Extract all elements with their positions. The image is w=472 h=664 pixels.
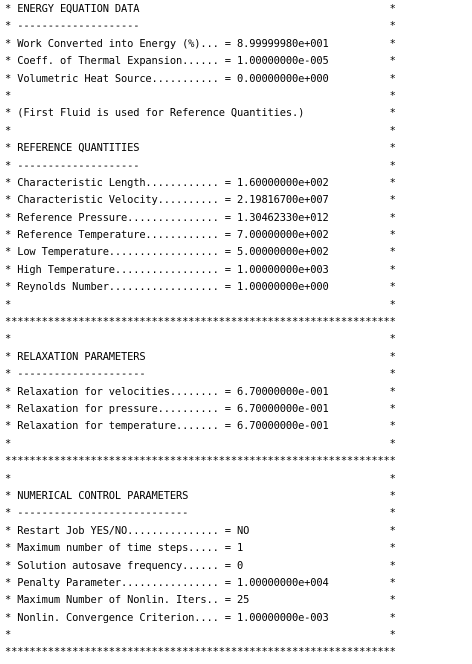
output-line: * Reference Pressure............... = 1.30462330e+012 * [5,211,396,224]
output-line: * NUMERICAL CONTROL PARAMETERS * [5,489,396,502]
output-line: * Reference Temperature............ = 7.00000000e+002 * [5,229,396,242]
output-line: * * [5,437,396,450]
output-line: * Characteristic Length............ = 1.60000000e+002 * [5,176,396,189]
output-line: * Relaxation for pressure.......... = 6.70000000e-001 * [5,402,396,415]
output-line: * -------------------- * [5,20,396,33]
output-line: * Restart Job YES/NO............... = NO * [5,524,396,537]
output-line: * Reynolds Number.................. = 1.00000000e+000 * [5,281,396,294]
output-line: **************************************************************** [5,316,396,329]
output-line: **************************************************************** [5,646,396,659]
output-line: * * [5,124,396,137]
output-line: * Maximum number of time steps..... = 1 * [5,542,396,555]
output-line: **************************************************************** [5,455,396,468]
output-line: * High Temperature................. = 1.00000000e+003 * [5,263,396,276]
output-line: * --------------------- * [5,368,396,381]
output-line: * Low Temperature.................. = 5.00000000e+002 * [5,246,396,259]
output-line: * (First Fluid is used for Reference Quantities.) * [5,107,396,120]
output-line: * * [5,298,396,311]
output-line: * Solution autosave frequency...... = 0 * [5,559,396,572]
output-line: * Relaxation for temperature....... = 6.70000000e-001 * [5,420,396,433]
output-line: * ENERGY EQUATION DATA * [5,3,396,15]
output-line: * Penalty Parameter................ = 1.00000000e+004 * [5,576,396,589]
output-line: * Characteristic Velocity.......... = 2.19816700e+007 * [5,194,396,207]
output-line: * * [5,333,396,346]
output-line: * Volumetric Heat Source........... = 0.00000000e+000 * [5,72,396,85]
output-line: * REFERENCE QUANTITIES * [5,142,396,155]
output-line: * RELAXATION PARAMETERS * [5,350,396,363]
output-line: * Coeff. of Thermal Expansion...... = 1.00000000e-005 * [5,55,396,68]
output-line: * * [5,629,396,642]
output-line: * * [5,472,396,485]
output-line: * Work Converted into Energy (%)... = 8.99999980e+001 * [5,37,396,50]
output-line: * ---------------------------- * [5,507,396,520]
output-line: * Nonlin. Convergence Criterion.... = 1.00000000e-003 * [5,611,396,624]
output-line: * Maximum Number of Nonlin. Iters.. = 25 * [5,594,396,607]
output-line: * -------------------- * [5,159,396,172]
output-line: * Relaxation for velocities........ = 6.70000000e-001 * [5,385,396,398]
output-line: * * [5,89,396,102]
